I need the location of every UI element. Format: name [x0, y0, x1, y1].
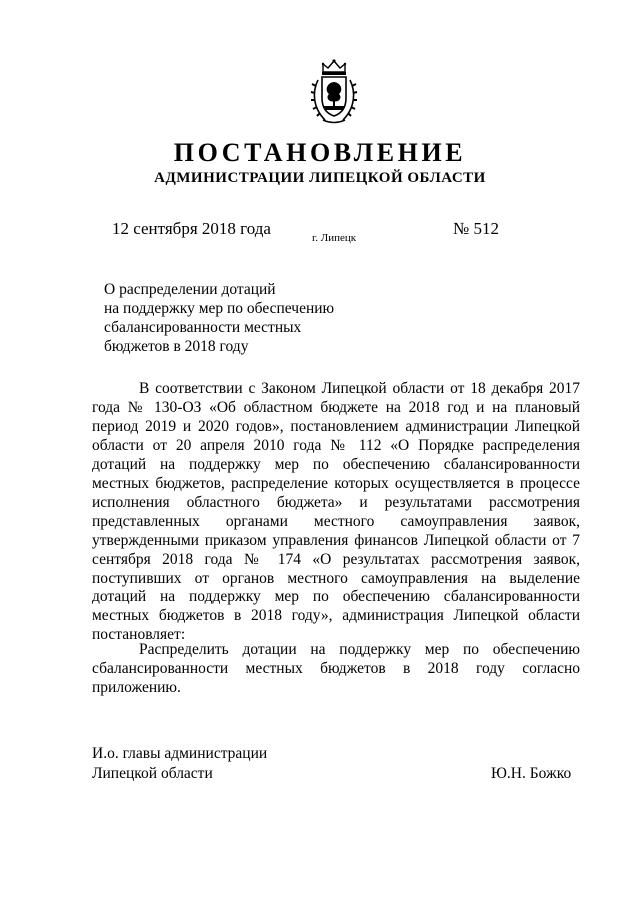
subject-line: бюджетов в 2018 году: [104, 338, 249, 355]
subject-line: на поддержку мер по обеспечению: [104, 300, 335, 317]
signatory-name: Ю.Н. Божко: [491, 765, 572, 782]
issuing-authority: АДМИНИСТРАЦИИ ЛИПЕЦКОЙ ОБЛАСТИ: [154, 170, 486, 186]
body-paragraph-preamble: В соответствии с Законом Липецкой области от 18 декабря 2017 года № 130-ОЗ «Об областном бюджете на 2018 год и на плановый период 2019 и 2020 годов», постановлением администрации Липецкой области от 20 апреля 2010 года № 112 «О Порядке распределения дотаций на поддержку мер по обеспечению сбалансированности местных бюджетов, распределение которых осуществляется в процессе исполнения областного бюджета» и результатами рассмотрения представленных органами местного самоуправления заявок, утвержденными приказом управления финансов Липецкой области от 7 сентября 2018 года № 174 «О результатах рассмотрения заявок, поступивших от органов местного самоуправления на выделение дотаций на поддержку мер по обеспечению сбалансированности местных бюджетов в 2018 году», администрация Липецкой области постановляет:: [92, 380, 580, 644]
document-number: № 512: [453, 219, 499, 238]
document-subject: [104, 280, 334, 356]
document-title: ПОСТАНОВЛЕНИЕ: [173, 138, 467, 167]
signatory-position: [92, 744, 267, 784]
coat-of-arms-icon: [309, 58, 359, 126]
signatory-position-line: И.о. главы администрации: [92, 745, 268, 762]
body-paragraph-resolution: Распределить дотации на поддержку мер по обеспечению сбалансированности местных бюджетов в 2018 году согласно приложению.: [92, 641, 580, 696]
subject-line: О распределении дотаций: [104, 281, 276, 298]
subject-line: сбалансированности местных: [104, 319, 302, 336]
signatory-position-line: Липецкой области: [92, 765, 213, 782]
document-date: 12 сентября 2018 года: [112, 219, 271, 238]
document-city: г. Липецк: [312, 232, 357, 244]
